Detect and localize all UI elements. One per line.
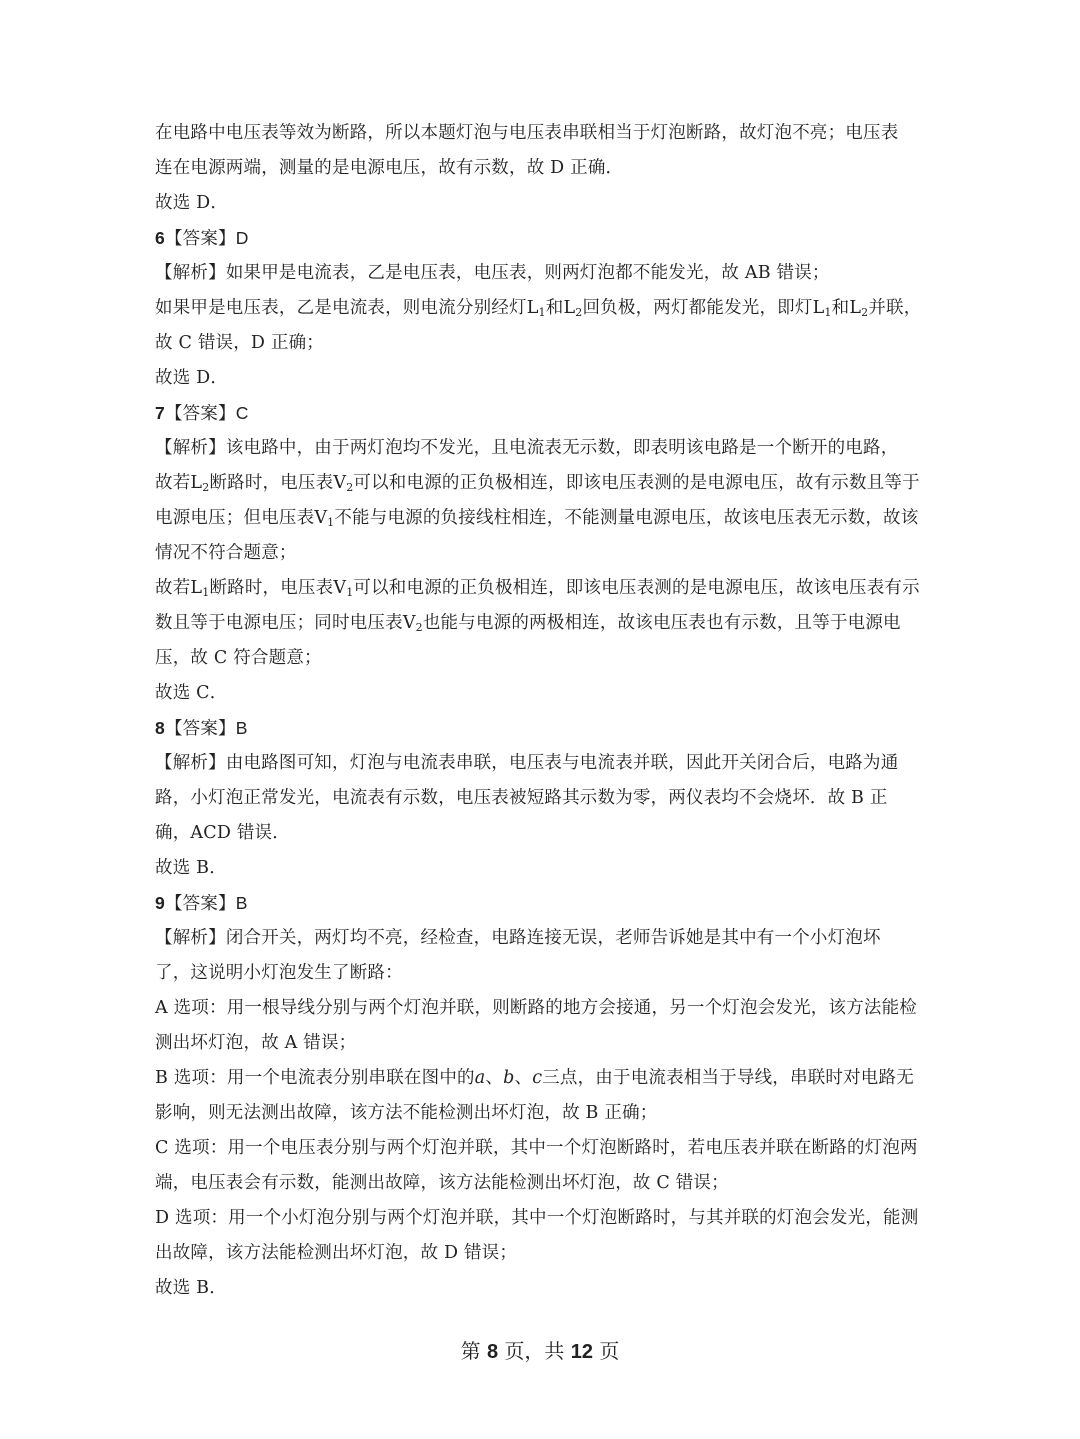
symbol-V1: $V_1$ — [314, 508, 335, 529]
q9-option-c-line-2: 端，电压表会有示数，能测出故障，该方法能检测出坏灯泡，故 C 错误； — [155, 1173, 729, 1193]
q9-choice: 故选 B． — [155, 1278, 227, 1298]
q6-analysis-line-1 — [155, 256, 930, 291]
point-a: a — [474, 1068, 486, 1088]
q9-option-d-line-1: D 选项：用一个小灯泡分别与两个灯泡并联，其中一个灯泡断路时，与其并联的灯泡会发光，能测 — [155, 1208, 919, 1228]
symbol-L2: $L_2$ — [563, 298, 583, 319]
q6-answer-tag: 【答案】 — [164, 229, 236, 249]
symbol-V1: $V_1$ — [333, 578, 354, 599]
q7-analysis-line-5: 故若$L_1$断路时，电压表$V_1$可以和电源的正负极相连，即该电压表测的是电源电压，故该电压表有示 — [155, 578, 920, 599]
q8-analysis-tag: 【解析】 — [155, 753, 226, 773]
q7-analysis-tag: 【解析】 — [155, 438, 226, 458]
point-c: c — [532, 1068, 543, 1088]
symbol-V2: $V_2$ — [402, 613, 423, 634]
q9-analysis-line-1: 【解析】闭合开关，两灯均不亮，经检查，电路连接无误，老师告诉她是其中有一个小灯泡坏 — [155, 928, 881, 948]
q6-analysis-line-3: 故 C 错误，D 正确； — [155, 333, 325, 353]
q8-choice: 故选 B． — [155, 858, 227, 878]
current-page-number: 8 — [486, 1341, 499, 1363]
symbol-L2: $L_2$ — [190, 473, 210, 494]
q9-answer-tag: 【答案】 — [164, 894, 236, 914]
q6-and: 和 — [831, 298, 850, 318]
q8-answer-tag: 【答案】 — [164, 719, 236, 739]
point-b: b — [503, 1068, 515, 1088]
symbol-V2: $V_2$ — [333, 473, 354, 494]
q8-analysis-line-2: 路，小灯泡正常发光，电流表有示数，电压表被短路其示数为零，两仪表均不会烧坏．故 B 正 — [155, 788, 888, 808]
q6-text-2a: 如果甲是电压表，乙是电流表，则电流分别经灯 — [155, 298, 527, 318]
q5-analysis-line-2: 连在电源两端，测量的是电源电压，故有示数，故 D 正确． — [155, 158, 624, 178]
q7-number: 7 — [155, 403, 165, 423]
q7-answer-line — [155, 396, 930, 431]
q7-analysis-line-7: 压，故 C 符合题意； — [155, 648, 322, 668]
q7-analysis-text-1: 该电路中，由于两灯泡均不发光，且电流表无示数，即表明该电路是一个断开的电路， — [225, 438, 899, 458]
page-footer: 第 8 页，共 12 页 — [460, 1339, 620, 1363]
q9-option-c-line-1: C 选项：用一个电压表分别与两个灯泡并联，其中一个灯泡断路时，若电压表并联在断路的灯泡两 — [155, 1138, 918, 1158]
symbol-L1: $L_1$ — [190, 578, 210, 599]
total-page-count: 12 — [570, 1341, 594, 1363]
q6-answer-line — [155, 221, 930, 256]
q6-answer: D — [235, 228, 249, 248]
q9-analysis-tag: 【解析】 — [155, 928, 226, 948]
q7-analysis-line-3: 电源电压；但电压表$V_1$不能与电源的负接线柱相连，不能测量电源电压，故该电压表无示数，故该 — [155, 508, 919, 529]
q7-analysis-line-4: 情况不符合题意； — [155, 543, 297, 563]
symbol-L1: $L_1$ — [526, 298, 546, 319]
q6-analysis-tag: 【解析】 — [155, 263, 226, 283]
q9-number: 9 — [155, 893, 165, 913]
q6-text-2c: 并联， — [868, 298, 922, 318]
symbol-L2: $L_2$ — [849, 298, 869, 319]
q8-analysis-line-1: 【解析】由电路图可知，灯泡与电流表串联，电压表与电流表并联，因此开关闭合后，电路为通 — [155, 753, 899, 773]
q8-number: 8 — [155, 718, 165, 738]
q7-analysis-line-1 — [155, 431, 930, 466]
q9-answer-line — [155, 886, 930, 921]
q9-option-a-line-2: 测出坏灯泡，故 A 错误； — [155, 1033, 357, 1053]
q7-answer: C — [235, 403, 249, 423]
q9-option-b-line-2: 影响，则无法测出故障，该方法不能检测出坏灯泡，故 B 正确； — [155, 1103, 658, 1123]
q6-analysis-line-2 — [155, 291, 930, 326]
symbol-L1: $L_1$ — [812, 298, 832, 319]
q7-answer-tag: 【答案】 — [164, 404, 236, 424]
q6-analysis-text-1: 如果甲是电流表，乙是电压表，电压表，则两灯泡都不能发光，故 AB 错误； — [225, 263, 830, 283]
q8-answer-line — [155, 711, 930, 746]
q9-option-d-line-2: 出故障，该方法能检测出坏灯泡，故 D 错误； — [155, 1243, 518, 1263]
q6-number: 6 — [155, 228, 165, 248]
q8-answer: B — [235, 718, 248, 738]
q7-choice: 故选 C． — [155, 683, 228, 703]
q9-analysis-line-2: 了，这说明小灯泡发生了断路： — [155, 963, 403, 983]
q6-and: 和 — [545, 298, 564, 318]
q6-choice: 故选 D． — [155, 368, 229, 388]
q7-analysis-line-2: 故若$L_2$断路时，电压表$V_2$可以和电源的正负极相连，即该电压表测的是电源电压，故有示数且等于 — [155, 473, 920, 494]
q9-answer: B — [235, 893, 248, 913]
q9-option-a-line-1: A 选项：用一根导线分别与两个灯泡并联，则断路的地方会接通，另一个灯泡会发光，该方法能检 — [155, 998, 917, 1018]
q8-analysis-line-3: 确，ACD 错误． — [155, 823, 290, 843]
q9-option-b-line-1: B 选项：用一个电流表分别串联在图中的a、b、c三点，由于电流表相当于导线，串联时对电路无 — [155, 1068, 914, 1088]
q6-text-2b: 回负极，两灯都能发光，即灯 — [582, 298, 813, 318]
q5-analysis-line-1: 在电路中电压表等效为断路，所以本题灯泡与电压表串联相当于灯泡断路，故灯泡不亮；电压表 — [155, 123, 899, 143]
q5-choice: 故选 D． — [155, 193, 229, 213]
document-body — [155, 116, 930, 1306]
q7-analysis-line-6: 数且等于电源电压；同时电压表$V_2$也能与电源的两极相连，故该电压表也有示数，且等于电源电 — [155, 613, 901, 634]
